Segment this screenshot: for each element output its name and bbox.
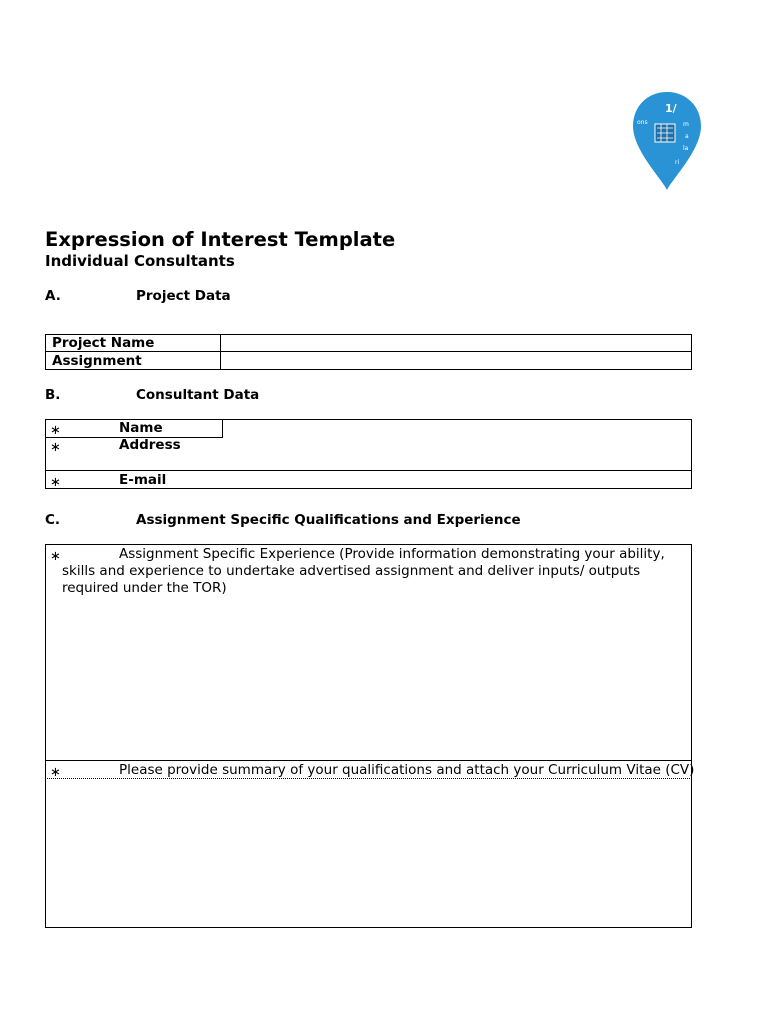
experience-instruction: Assignment Specific Experience (Provide information demonstrating your ability, bbox=[119, 546, 665, 562]
dotted-divider bbox=[47, 778, 690, 779]
section-a-heading: Project Data bbox=[136, 288, 231, 304]
svg-text:la: la bbox=[683, 145, 689, 152]
table-divider bbox=[45, 351, 692, 352]
section-c-heading: Assignment Specific Qualifications and Experience bbox=[136, 512, 521, 528]
address-field[interactable] bbox=[190, 439, 690, 469]
name-field[interactable] bbox=[224, 421, 690, 436]
address-label: Address bbox=[119, 437, 181, 453]
required-marker: ∗ bbox=[50, 440, 61, 455]
table-divider bbox=[45, 470, 692, 471]
table-divider bbox=[222, 419, 223, 437]
svg-text:1/: 1/ bbox=[665, 102, 677, 115]
name-label: Name bbox=[119, 420, 163, 436]
svg-text:ons: ons bbox=[637, 119, 648, 126]
email-label: E-mail bbox=[119, 472, 167, 488]
required-marker: ∗ bbox=[50, 423, 61, 438]
experience-field[interactable] bbox=[47, 600, 690, 758]
required-marker: ∗ bbox=[50, 549, 61, 564]
qualifications-instruction: Please provide summary of your qualifications and attach your Curriculum Vitae (CV) bbox=[119, 762, 695, 778]
project-name-label: Project Name bbox=[52, 335, 155, 351]
svg-text:m: m bbox=[683, 121, 689, 128]
section-b-heading: Consultant Data bbox=[136, 387, 260, 403]
required-marker: ∗ bbox=[50, 475, 61, 490]
location-pin-logo-icon bbox=[631, 90, 703, 192]
qualifications-field[interactable] bbox=[47, 781, 690, 926]
section-a-letter: A. bbox=[45, 288, 61, 304]
section-b-letter: B. bbox=[45, 387, 61, 403]
experience-instruction: skills and experience to undertake advertised assignment and deliver inputs/ outputs bbox=[62, 563, 641, 579]
assignment-label: Assignment bbox=[52, 353, 142, 369]
table-divider bbox=[45, 760, 692, 761]
required-marker: ∗ bbox=[50, 765, 61, 780]
experience-instruction: required under the TOR) bbox=[62, 580, 227, 596]
section-c-letter: C. bbox=[45, 512, 61, 528]
organization-logo bbox=[631, 90, 703, 192]
email-field[interactable] bbox=[170, 472, 690, 487]
svg-text:a: a bbox=[685, 133, 689, 140]
document-title: Expression of Interest Template bbox=[45, 228, 396, 251]
project-name-field[interactable] bbox=[222, 336, 690, 350]
svg-text:ri: ri bbox=[675, 159, 680, 166]
table-divider bbox=[220, 334, 221, 370]
assignment-field[interactable] bbox=[222, 353, 690, 368]
document-subtitle: Individual Consultants bbox=[45, 252, 235, 270]
